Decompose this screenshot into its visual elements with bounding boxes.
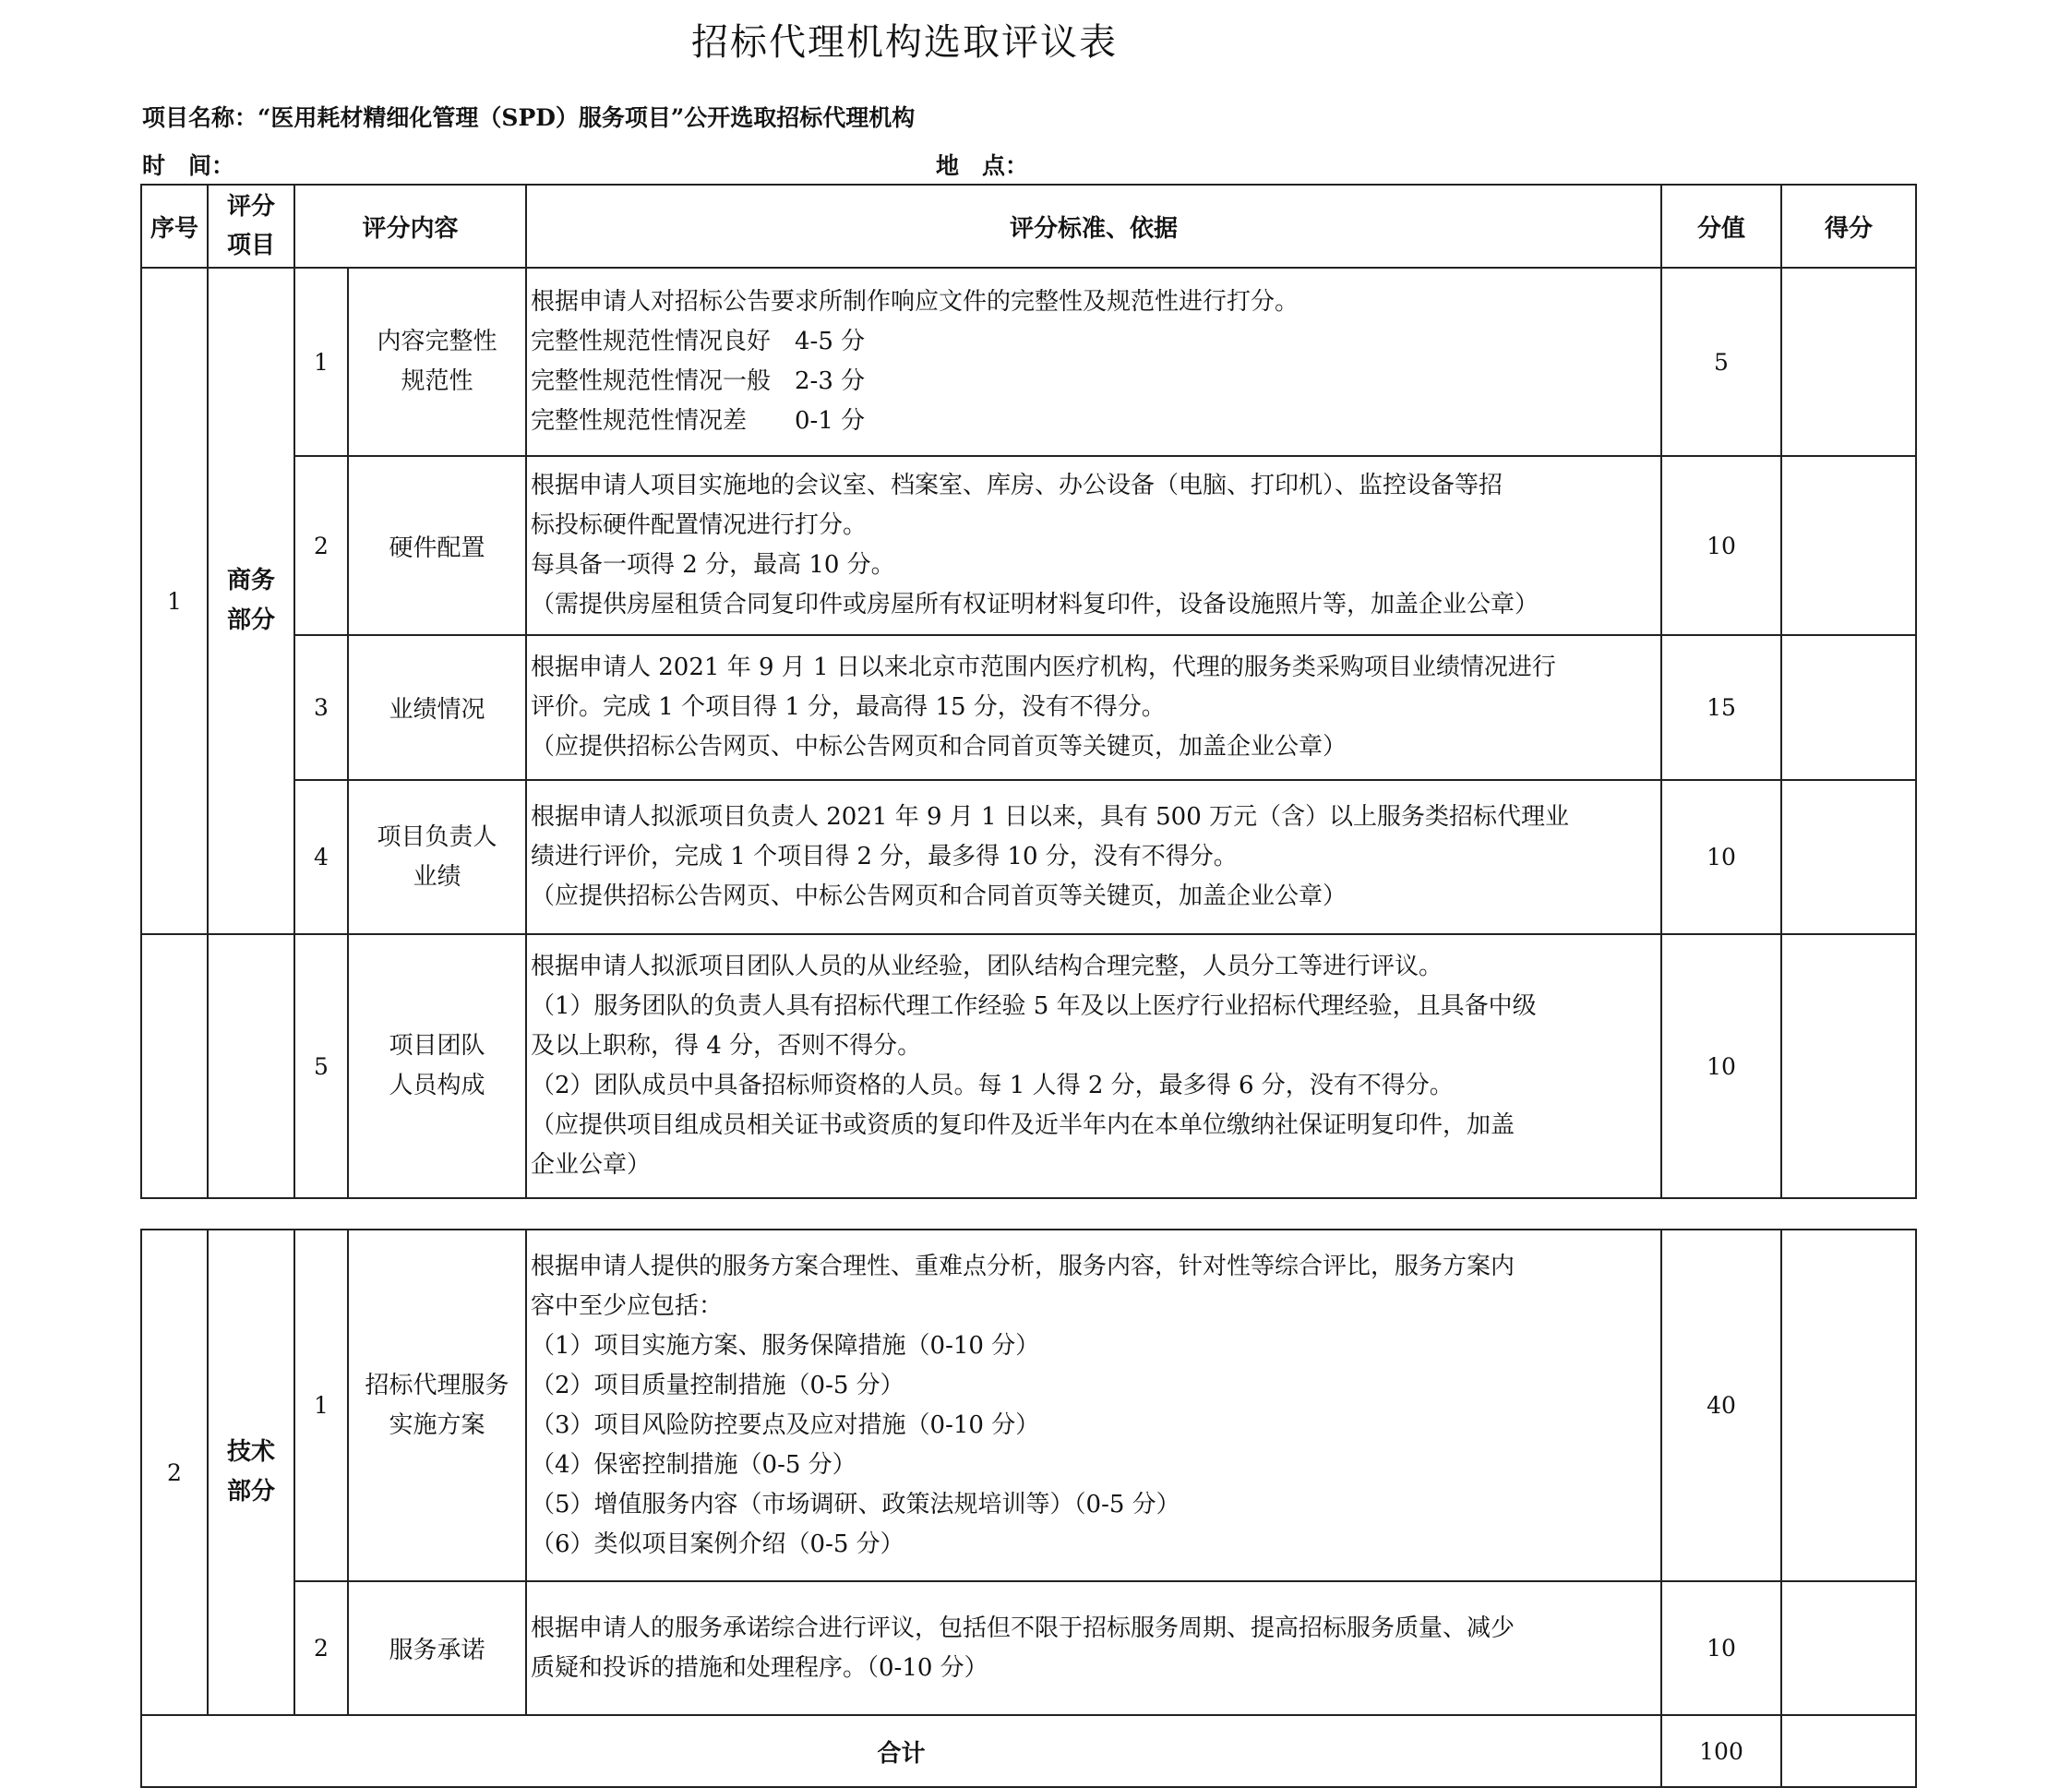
- row-score-cell[interactable]: [1781, 635, 1916, 780]
- row-points: 40: [1661, 1230, 1781, 1581]
- table-row: [141, 780, 1916, 934]
- header-criteria: 评分标准、依据: [526, 185, 1661, 268]
- evaluation-table-technical: [140, 1229, 1917, 1788]
- table-row: [141, 268, 1916, 456]
- row-score-cell[interactable]: [1781, 934, 1916, 1198]
- header-content: 评分内容: [294, 185, 526, 268]
- row-number: 3: [294, 635, 348, 780]
- row-score-cell[interactable]: [1781, 456, 1916, 635]
- table-row: [141, 635, 1916, 780]
- row-criteria: 根据申请人对招标公告要求所制作响应文件的完整性及规范性进行打分。 完整性规范性情况良好 4-5 分 完整性规范性情况一般 2-3 分 完整性规范性情况差 0-1 分: [526, 268, 1661, 456]
- row-number: 5: [294, 934, 348, 1198]
- evaluation-table-business: [140, 184, 1917, 1199]
- table-row: [141, 934, 1916, 1198]
- total-points: 100: [1661, 1715, 1781, 1787]
- row-points: 10: [1661, 456, 1781, 635]
- time-label: 时 间：: [142, 152, 235, 179]
- row-content: 硬件配置: [348, 456, 526, 635]
- row-criteria: 根据申请人项目实施地的会议室、档案室、库房、办公设备（电脑、打印机）、监控设备等招 标投标硬件配置情况进行打分。 每具备一项得 2 分，最高 10 分。 （需提供房屋租赁合同复印件或房屋所有权证明材料复印件，设备设施照片等，加盖企业公章）: [526, 456, 1661, 635]
- table-row: [141, 456, 1916, 635]
- table-row: [141, 1230, 1916, 1581]
- row-content: 项目负责人 业绩: [348, 780, 526, 934]
- project-name-label: 项目名称：: [142, 104, 258, 131]
- group-name: 技术 部分: [208, 1230, 294, 1715]
- project-name-value: “医用耗材精细化管理（SPD）服务项目”公开选取招标代理机构: [258, 104, 916, 131]
- group-seq: 2: [141, 1230, 208, 1715]
- total-score-cell[interactable]: [1781, 1715, 1916, 1787]
- place-label: 地 点：: [936, 152, 1029, 179]
- group-seq: 1: [141, 268, 208, 934]
- row-points: 10: [1661, 934, 1781, 1198]
- row-content: 招标代理服务 实施方案: [348, 1230, 526, 1581]
- row-points: 5: [1661, 268, 1781, 456]
- group-name: 商务 部分: [208, 268, 294, 934]
- row-content: 服务承诺: [348, 1581, 526, 1715]
- row-score-cell[interactable]: [1781, 1581, 1916, 1715]
- row-content: 业绩情况: [348, 635, 526, 780]
- row-criteria: 根据申请人 2021 年 9 月 1 日以来北京市范围内医疗机构，代理的服务类采购项目业绩情况进行 评价。完成 1 个项目得 1 分，最高得 15 分，没有不得分。 （应提供招标公告网页、中标公告网页和合同首页等关键页，加盖企业公章）: [526, 635, 1661, 780]
- project-name-line: [142, 100, 915, 133]
- total-row: [141, 1715, 1916, 1787]
- time-place-line: [142, 148, 1029, 181]
- row-score-cell[interactable]: [1781, 780, 1916, 934]
- row-number: 2: [294, 456, 348, 635]
- row-points: 15: [1661, 635, 1781, 780]
- row-criteria: 根据申请人拟派项目团队人员的从业经验，团队结构合理完整，人员分工等进行评议。 （1）服务团队的负责人具有招标代理工作经验 5 年及以上医疗行业招标代理经验，且具备中级 及以上职称，得 4 分，否则不得分。 （2）团队成员中具备招标师资格的人员。每 1 人得 2 分，最多得 6 分，没有不得分。 （应提供项目组成员相关证书或资质的复印件及近半年内在本单位缴纳社保证明复印件，加盖 企业公章）: [526, 934, 1661, 1198]
- row-score-cell[interactable]: [1781, 1230, 1916, 1581]
- row-points: 10: [1661, 1581, 1781, 1715]
- total-label: 合计: [141, 1715, 1661, 1787]
- row-points: 10: [1661, 780, 1781, 934]
- header-seq: 序号: [141, 185, 208, 268]
- row-criteria: 根据申请人的服务承诺综合进行评议，包括但不限于招标服务周期、提高招标服务质量、减少 质疑和投诉的措施和处理程序。（0-10 分）: [526, 1581, 1661, 1715]
- group-seq-empty: [141, 934, 208, 1198]
- table-header-row: [141, 185, 1916, 268]
- header-points: 分值: [1661, 185, 1781, 268]
- row-content: 项目团队 人员构成: [348, 934, 526, 1198]
- row-score-cell[interactable]: [1781, 268, 1916, 456]
- row-number: 2: [294, 1581, 348, 1715]
- row-number: 4: [294, 780, 348, 934]
- group-name-empty: [208, 934, 294, 1198]
- header-score: 得分: [1781, 185, 1916, 268]
- row-content: 内容完整性 规范性: [348, 268, 526, 456]
- header-item: 评分 项目: [208, 185, 294, 268]
- table-row: [141, 1581, 1916, 1715]
- row-criteria: 根据申请人拟派项目负责人 2021 年 9 月 1 日以来，具有 500 万元（含）以上服务类招标代理业 绩进行评价，完成 1 个项目得 2 分，最多得 10 分，没有不得分。 （应提供招标公告网页、中标公告网页和合同首页等关键页，加盖企业公章）: [526, 780, 1661, 934]
- row-criteria: 根据申请人提供的服务方案合理性、重难点分析，服务内容，针对性等综合评比，服务方案内 容中至少应包括： （1）项目实施方案、服务保障措施（0-10 分） （2）项目质量控制措施（0-5 分） （3）项目风险防控要点及应对措施（0-10 分） （4）保密控制措施（0-5 分） （5）增值服务内容（市场调研、政策法规培训等）（0-5 分） （6）类似项目案例介绍（0-5 分）: [526, 1230, 1661, 1581]
- form-title: 招标代理机构选取评议表: [691, 21, 1118, 64]
- row-number: 1: [294, 268, 348, 456]
- row-number: 1: [294, 1230, 348, 1581]
